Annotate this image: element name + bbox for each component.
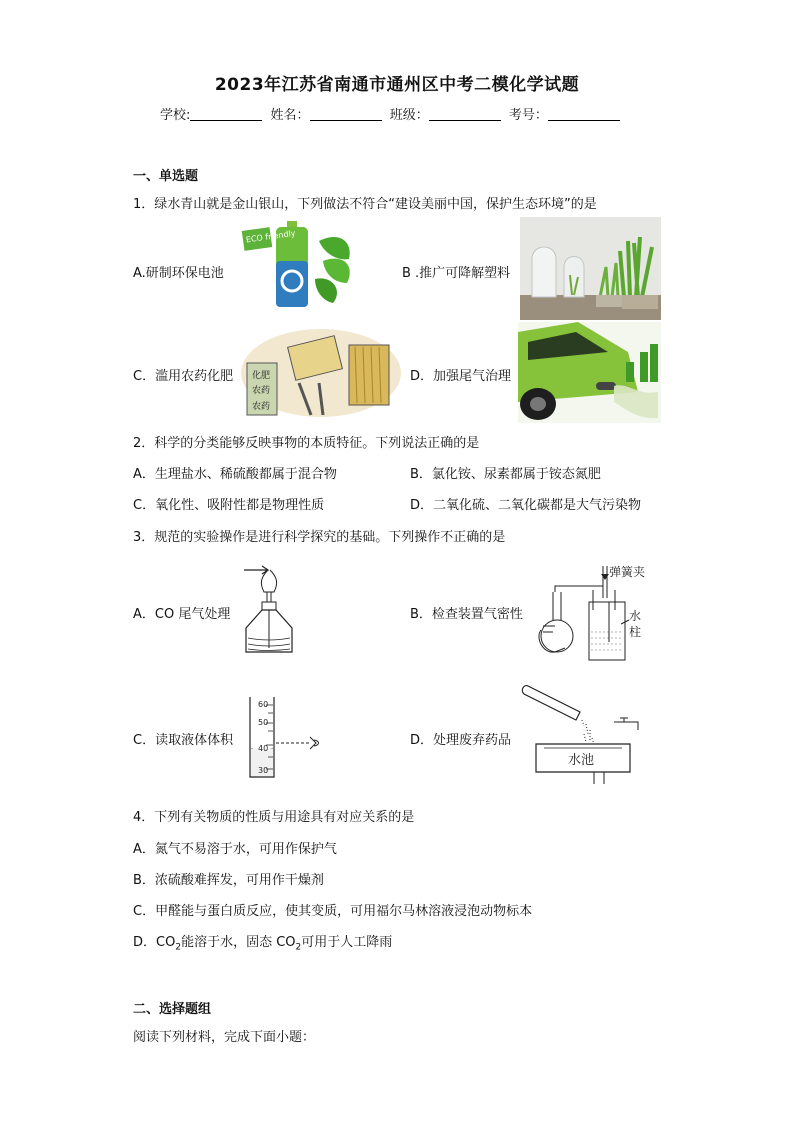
q4-option-b[interactable]: B．浓硫酸难挥发，可用作干燥剂 [133, 873, 324, 888]
water-column-label-1: 水 [629, 609, 642, 623]
q4-option-d[interactable] [133, 931, 392, 953]
exam-no-label: 考号： [508, 108, 548, 123]
q1-option-c[interactable]: C．滥用农药化肥 [133, 369, 234, 384]
exam-no-blank[interactable] [548, 108, 620, 121]
cylinder-tick-30: 30 [258, 766, 269, 775]
co-tail-gas-lamp-figure [238, 562, 300, 660]
class-blank[interactable] [429, 108, 501, 121]
cylinder-tick-40: 40 [258, 744, 269, 753]
student-info-line [160, 104, 624, 123]
q4-d-text-3: 可用于人工降雨 [301, 935, 393, 950]
reading-instruction: 阅读下列材料，完成下面小题： [133, 1030, 316, 1045]
q4-option-a[interactable]: A．氮气不易溶于水，可用作保护气 [133, 842, 337, 857]
water-column-label-2: 柱 [629, 625, 642, 639]
class-label: 班级： [389, 108, 429, 123]
eco-label: ECO friendly [245, 228, 297, 245]
q3-option-d[interactable]: D．处理废弃药品 [410, 733, 512, 748]
name-label: 姓名： [270, 108, 310, 123]
name-blank[interactable] [310, 108, 382, 121]
q2-option-a[interactable]: A．生理盐水、稀硫酸都属于混合物 [133, 467, 337, 482]
question-3-stem: 3．规范的实验操作是进行科学探究的基础。下列操作不正确的是 [133, 530, 506, 545]
eco-battery-image [241, 221, 356, 311]
q3-option-b[interactable]: B．检查装置气密性 [410, 607, 523, 622]
waste-disposal-sink-figure [520, 678, 648, 786]
q2-option-d[interactable]: D．二氧化硫、二氧化碳都是大气污染物 [410, 498, 642, 513]
question-1-stem: 1．绿水青山就是金山银山，下列做法不符合“建设美丽中国，保护生态环境”的是 [133, 197, 597, 212]
q4-d-subscript-1: 2 [175, 942, 182, 953]
fertilizer-bag-label-2: 农药 [252, 386, 271, 396]
q4-d-text-1: D．CO [133, 935, 176, 950]
section-heading-single-choice: 一、单选题 [133, 169, 199, 184]
q4-d-text-2: 能溶于水，固态 CO [181, 935, 296, 950]
section-heading-question-group: 二、选择题组 [133, 1002, 212, 1017]
page-title: 2023年江苏省南通市通州区中考二模化学试题 [214, 75, 580, 95]
q4-d-subscript-2: 2 [295, 942, 302, 953]
fertilizer-bag-label-1: 化肥 [252, 371, 271, 381]
q4-option-c[interactable]: C．甲醛能与蛋白质反应，使其变质，可用福尔马林溶液浸泡动物标本 [133, 904, 533, 919]
question-2-stem: 2．科学的分类能够反映事物的本质特征。下列说法正确的是 [133, 436, 480, 451]
q2-option-b[interactable]: B．氯化铵、尿素都属于铵态氮肥 [410, 467, 601, 482]
q1-option-b[interactable]: B .推广可降解塑料 [402, 266, 511, 281]
q3-option-a[interactable]: A．CO 尾气处理 [133, 607, 231, 622]
cylinder-tick-50: 50 [258, 718, 269, 727]
q3-option-c[interactable]: C．读取液体体积 [133, 733, 234, 748]
car-exhaust-image [518, 322, 661, 423]
airtightness-check-figure [535, 562, 655, 667]
q1-option-a[interactable]: A.研制环保电池 [133, 266, 224, 281]
degradable-plastic-image [520, 217, 661, 320]
sink-label: 水池 [568, 753, 595, 768]
cylinder-tick-60: 60 [258, 700, 269, 709]
fertilizer-cartoon-image [239, 323, 402, 420]
spring-clip-label: 弹簧夹 [609, 565, 646, 579]
school-blank[interactable] [190, 108, 262, 121]
q1-option-d[interactable]: D．加强尾气治理 [410, 369, 512, 384]
graduated-cylinder-figure [244, 693, 324, 781]
question-4-stem: 4．下列有关物质的性质与用途具有对应关系的是 [133, 810, 415, 825]
fertilizer-bag-label-3: 农药 [252, 402, 271, 412]
school-label: 学校: [160, 108, 191, 123]
q2-option-c[interactable]: C．氧化性、吸附性都是物理性质 [133, 498, 325, 513]
